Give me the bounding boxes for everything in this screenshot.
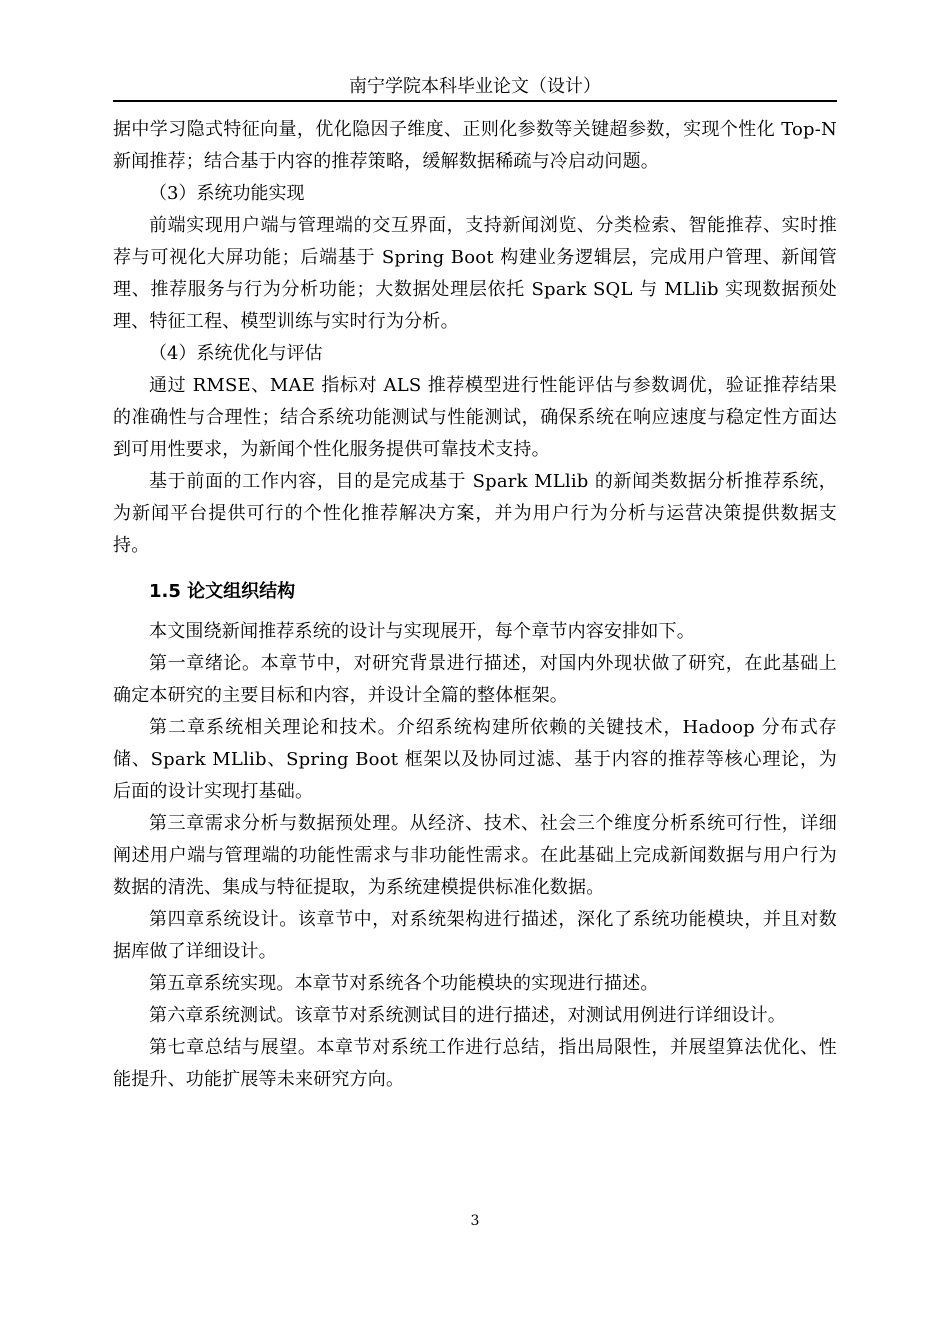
page-number: 3 — [470, 1213, 480, 1229]
paragraph-chapter-6: 第六章系统测试。该章节对系统测试目的进行描述，对测试用例进行详细设计。 — [149, 1005, 786, 1026]
page-header: 南宁学院本科毕业论文（设计） — [349, 76, 601, 97]
paragraph-system-function: 前端实现用户端与管理端的交互界面，支持新闻浏览、分类检索、智能推荐、实时推荐与可视化大屏功能；后端基于 Spring Boot 构建业务逻辑层，完成用户管理、新闻管理、推荐服务与行为分析功能；大数据处理层依托 Spark SQL 与 MLlib 实现数据预处理、特征工程、模型训练与实时行为分析。 — [113, 215, 837, 332]
paragraph-system-optimization: 通过 RMSE、MAE 指标对 ALS 推荐模型进行性能评估与参数调优，验证推荐结果的准确性与合理性；结合系统功能测试与性能测试，确保系统在响应速度与稳定性方面达到可用性要求，为新闻个性化服务提供可靠技术支持。 — [113, 375, 837, 460]
paragraph-structure-intro: 本文围绕新闻推荐系统的设计与实现展开，每个章节内容安排如下。 — [149, 621, 695, 642]
paragraph-chapter-1: 第一章绪论。本章节中，对研究背景进行描述，对国内外现状做了研究，在此基础上确定本研究的主要目标和内容，并设计全篇的整体框架。 — [113, 653, 837, 706]
header-rule — [113, 100, 837, 102]
subheading-system-optimization: （4）系统优化与评估 — [149, 343, 323, 364]
paragraph-continued: 据中学习隐式特征向量，优化隐因子维度、正则化参数等关键超参数，实现个性化 Top-N 新闻推荐；结合基于内容的推荐策略，缓解数据稀疏与冷启动问题。 — [113, 119, 837, 172]
paragraph-summary: 基于前面的工作内容，目的是完成基于 Spark MLlib 的新闻类数据分析推荐系统，为新闻平台提供可行的个性化推荐解决方案，并为用户行为分析与运营决策提供数据支持。 — [113, 471, 837, 556]
paragraph-chapter-7: 第七章总结与展望。本章节对系统工作进行总结，指出局限性，并展望算法优化、性能提升、功能扩展等未来研究方向。 — [113, 1037, 837, 1090]
page-body — [113, 114, 837, 1096]
paragraph-chapter-3: 第三章需求分析与数据预处理。从经济、技术、社会三个维度分析系统可行性，详细阐述用户端与管理端的功能性需求与非功能性需求。在此基础上完成新闻数据与用户行为数据的清洗、集成与特征提取，为系统建模提供标准化数据。 — [113, 813, 837, 898]
paragraph-chapter-2: 第二章系统相关理论和技术。介绍系统构建所依赖的关键技术，Hadoop 分布式存储、Spark MLlib、Spring Boot 框架以及协同过滤、基于内容的推荐等核心理论，为后面的设计实现打基础。 — [113, 717, 837, 802]
paragraph-chapter-4: 第四章系统设计。该章节中，对系统架构进行描述，深化了系统功能模块，并且对数据库做了详细设计。 — [113, 909, 837, 962]
paragraph-chapter-5: 第五章系统实现。本章节对系统各个功能模块的实现进行描述。 — [149, 973, 659, 994]
section-heading-structure: 1.5 论文组织结构 — [149, 581, 296, 602]
subheading-system-function: （3）系统功能实现 — [149, 183, 305, 204]
